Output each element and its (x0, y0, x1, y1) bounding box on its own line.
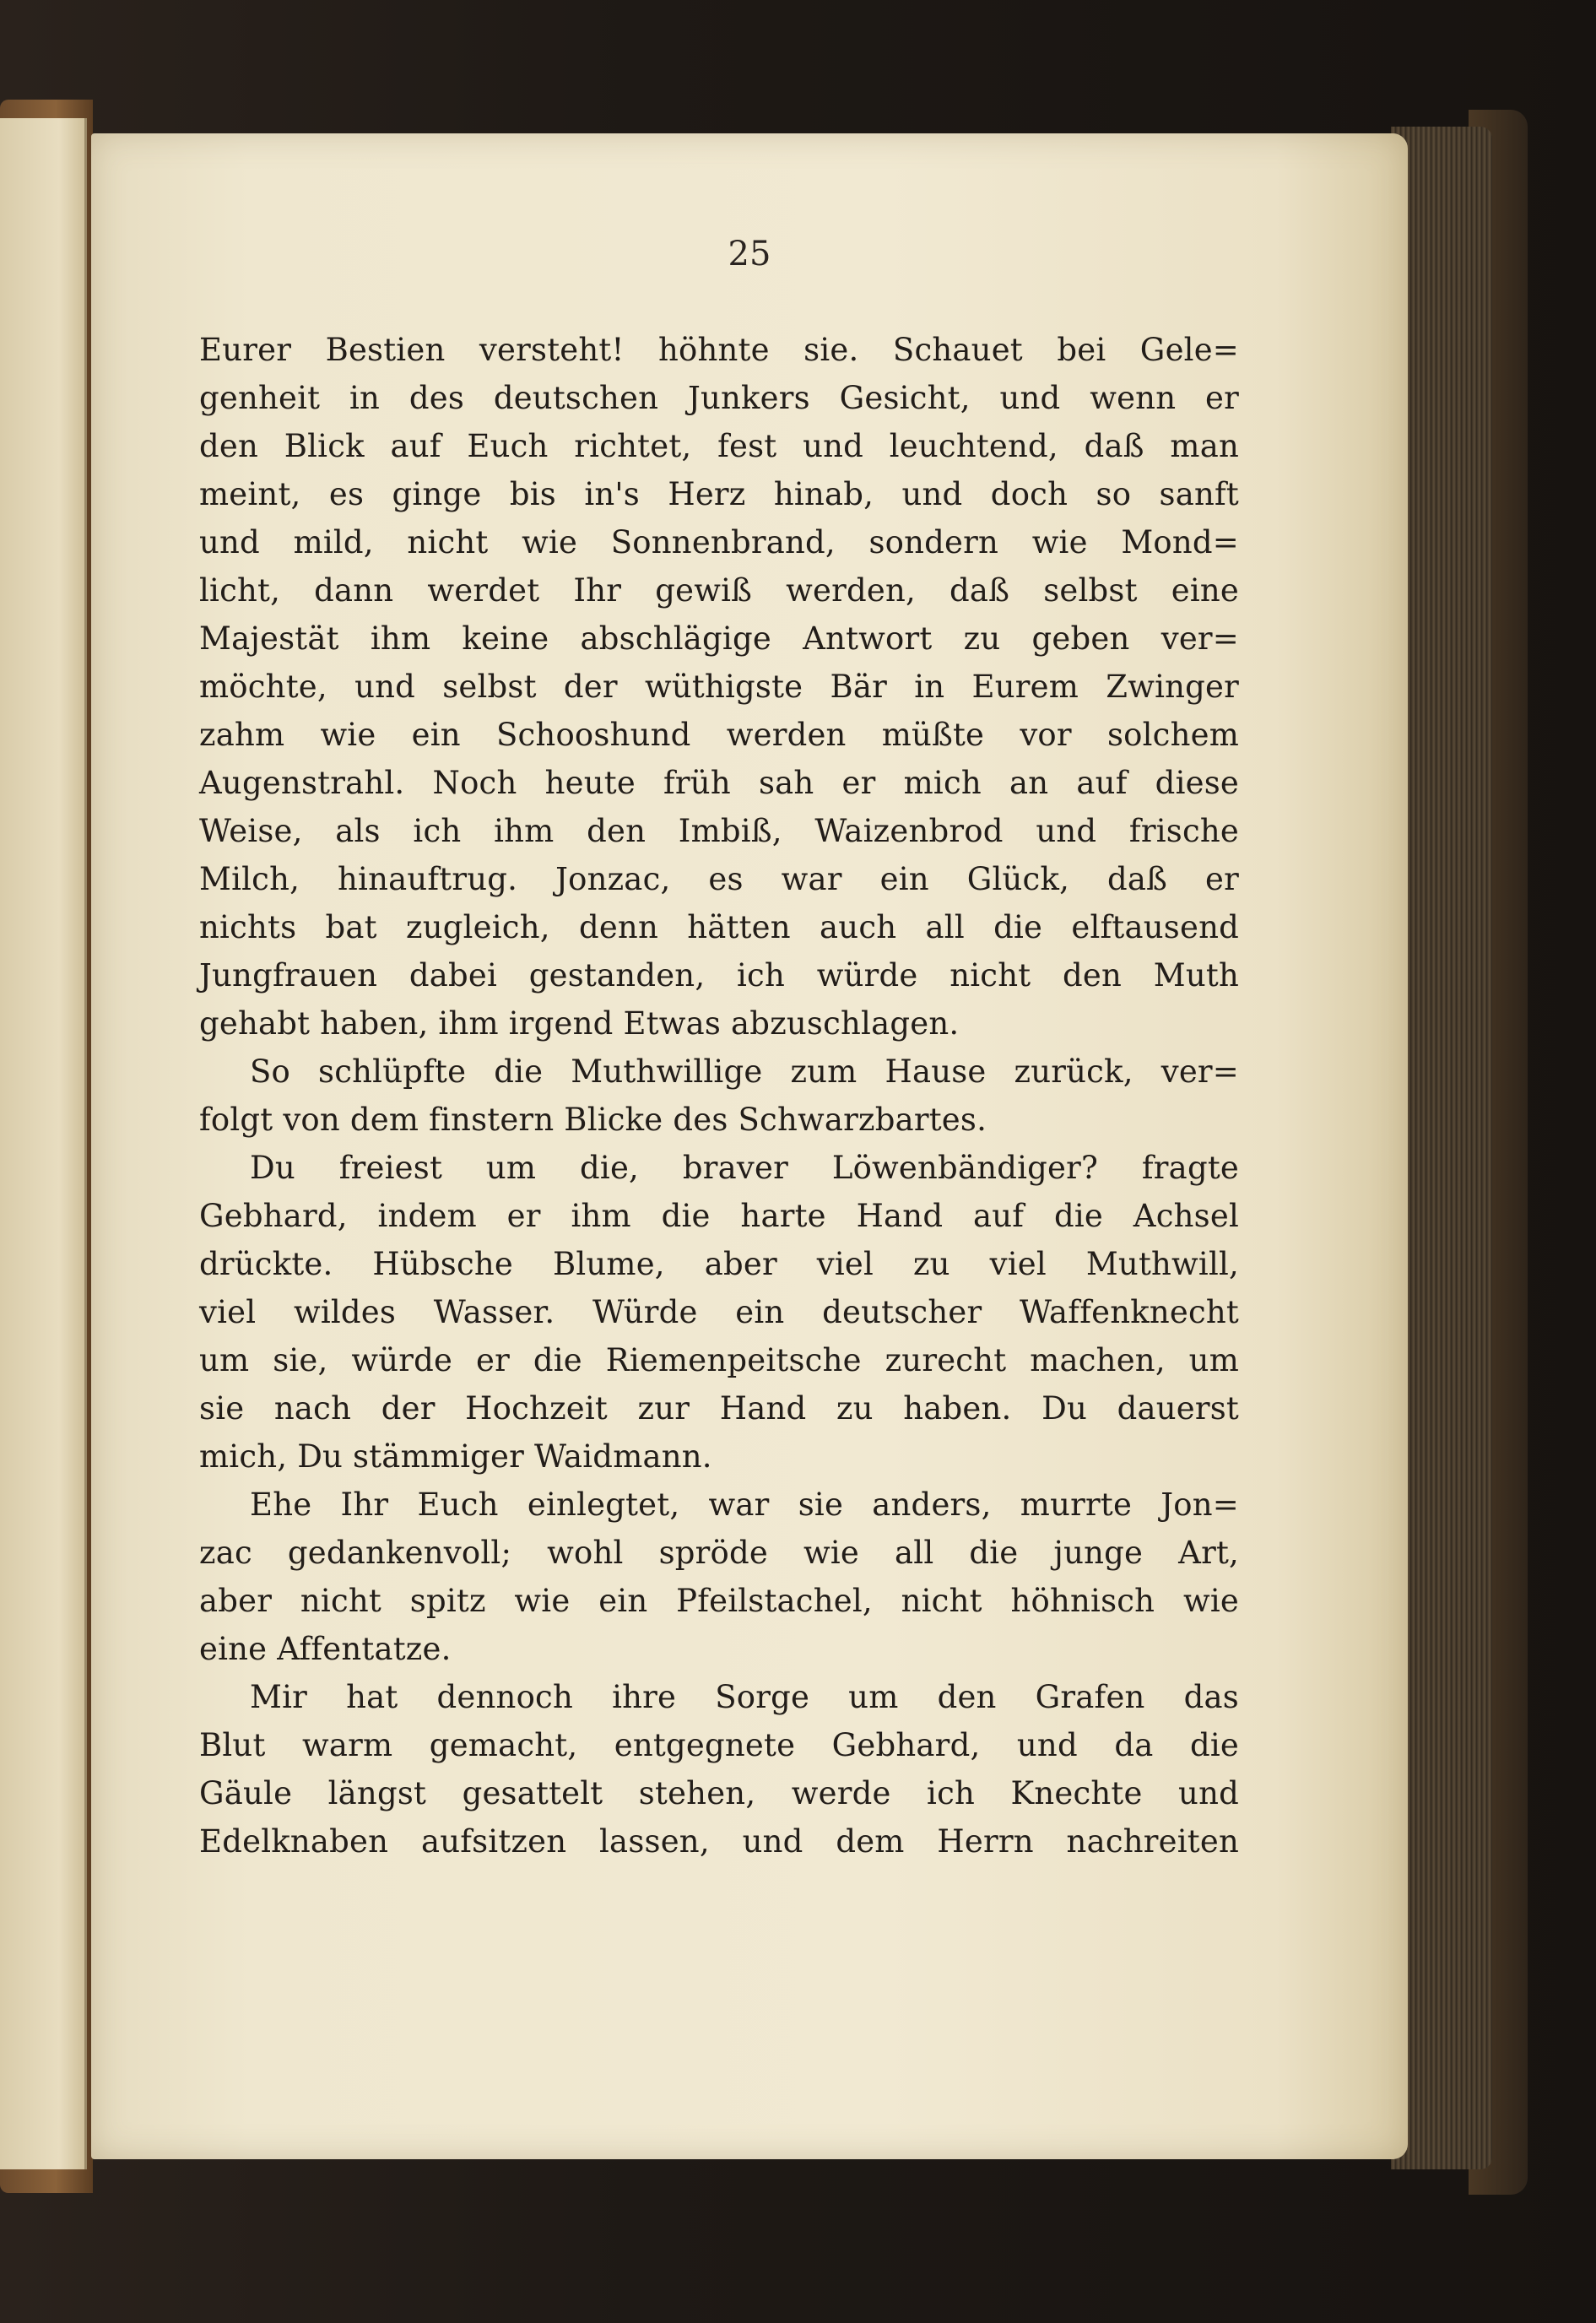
text-line: und mild, nicht wie Sonnenbrand, sondern wie Mond= (199, 524, 1239, 560)
text-line: den Blick auf Euch richtet, fest und leuchtend, daß man (199, 428, 1239, 464)
text-line: drückte. Hübsche Blume, aber viel zu viel Muthwill, (199, 1246, 1239, 1282)
text-line: um sie, würde er die Riemenpeitsche zurecht machen, um (199, 1342, 1239, 1378)
text-line: viel wildes Wasser. Würde ein deutscher Waffenknecht (199, 1294, 1239, 1330)
page-text (199, 326, 1239, 1865)
text-line: Augenstrahl. Noch heute früh sah er mich an auf diese (199, 765, 1239, 801)
text-line: Gebhard, indem er ihm die harte Hand auf die Achsel (199, 1198, 1239, 1234)
book-page (91, 133, 1408, 2159)
text-line: folgt von dem finstern Blicke des Schwarzbartes. (199, 1102, 987, 1138)
text-line: zac gedankenvoll; wohl spröde wie all die junge Art, (199, 1535, 1239, 1571)
text-line: Mir hat dennoch ihre Sorge um den Grafen das (250, 1679, 1239, 1715)
text-line: licht, dann werdet Ihr gewiß werden, daß selbst eine (199, 572, 1239, 609)
text-line: Jungfrauen dabei gestanden, ich würde nicht den Muth (199, 957, 1239, 994)
text-line: Ehe Ihr Euch einlegtet, war sie anders, murrte Jon= (250, 1486, 1239, 1523)
text-line: aber nicht spitz wie ein Pfeilstachel, nicht höhnisch wie (199, 1583, 1239, 1619)
text-line: Gäule längst gesattelt stehen, werde ich Knechte und (199, 1775, 1239, 1811)
text-line: gehabt haben, ihm irgend Etwas abzuschlagen. (199, 1005, 960, 1042)
text-line: sie nach der Hochzeit zur Hand zu haben. Du dauerst (199, 1390, 1239, 1427)
text-line: nichts bat zugleich, denn hätten auch all die elftausend (199, 909, 1239, 945)
facing-page-edge (0, 118, 87, 2169)
text-line: möchte, und selbst der wüthigste Bär in Eurem Zwinger (199, 669, 1239, 705)
text-line: Eurer Bestien versteht! höhnte sie. Schauet bei Gele= (199, 332, 1239, 368)
text-line: meint, es ginge bis in's Herz hinab, und doch so sanft (199, 476, 1239, 512)
text-line: zahm wie ein Schooshund werden müßte vor solchem (199, 717, 1239, 753)
text-line: Majestät ihm keine abschlägige Antwort zu geben ver= (199, 620, 1239, 657)
text-line: So schlüpfte die Muthwillige zum Hause zurück, ver= (250, 1053, 1239, 1090)
text-line: Blut warm gemacht, entgegnete Gebhard, und da die (199, 1727, 1239, 1763)
text-line: Weise, als ich ihm den Imbiß, Waizenbrod und frische (199, 813, 1239, 849)
text-line: Du freiest um die, braver Löwenbändiger? fragte (250, 1150, 1239, 1186)
text-line: Milch, hinauftrug. Jonzac, es war ein Glück, daß er (199, 861, 1239, 897)
text-line: Edelknaben aufsitzen lassen, und dem Herrn nachreiten (199, 1823, 1239, 1860)
page-number: 25 (728, 235, 771, 273)
text-line: genheit in des deutschen Junkers Gesicht, und wenn er (199, 380, 1239, 416)
text-line: mich, Du stämmiger Waidmann. (199, 1438, 712, 1475)
text-line: eine Affentatze. (199, 1631, 452, 1667)
